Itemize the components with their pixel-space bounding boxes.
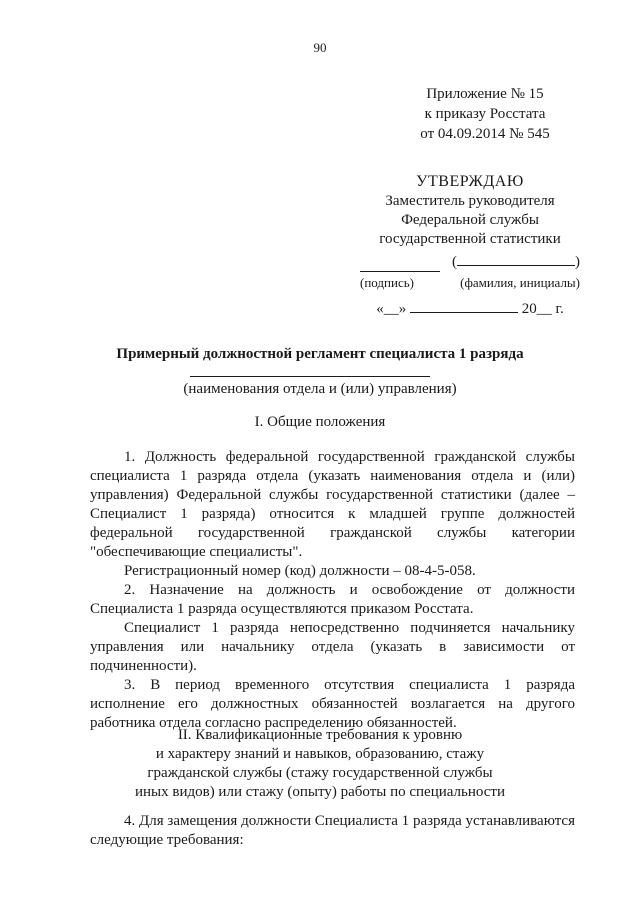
date-day: «__» (376, 301, 407, 317)
section-2-body (90, 812, 575, 850)
page-number: 90 (313, 40, 327, 55)
approval-line-2: Федеральной службы (401, 212, 539, 228)
annex-line-2: к приказу Росстата (424, 106, 546, 122)
name-line (457, 251, 575, 266)
section-2-line-3: гражданской службы (стажу государственной службы (147, 765, 493, 781)
paragraph-4: Специалист 1 разряда непосредственно подчиняется начальнику управления или начальнику отдела (указать в зависимости от подчиненности). (90, 620, 575, 674)
section-2-title (0, 726, 640, 802)
name-field: ( ) (452, 251, 580, 272)
department-blank-line (190, 372, 430, 377)
section-2-line-1: II. Квалификационные требования к уровню (177, 727, 463, 743)
name-label: (фамилия, инициалы) (460, 275, 580, 290)
paragraph-2: Регистрационный номер (код) должности – 08-4-5-058. (124, 563, 476, 579)
approval-block (360, 172, 580, 319)
signature-line (360, 257, 440, 272)
approval-line-3: государственной статистики (379, 231, 561, 247)
approval-heading: УТВЕРЖДАЮ (416, 173, 524, 190)
paragraph-3: 2. Назначение на должность и освобождение от должности Специалиста 1 разряда осуществляются приказом Росстата. (90, 582, 575, 617)
paragraph-6: 4. Для замещения должности Специалиста 1 разряда устанавливаются следующие требования: (90, 813, 575, 848)
document-title: Примерный должностной регламент специалиста 1 разряда (116, 346, 524, 362)
annex-block (400, 84, 570, 144)
signature-labels (360, 273, 580, 292)
signature-row (360, 251, 580, 272)
section-1-title: I. Общие положения (254, 414, 386, 430)
department-label: (наименования отдела и (или) управления) (183, 381, 457, 397)
section-2-line-2: и характеру знаний и навыков, образованию, стажу (155, 746, 485, 762)
signature-label: (подпись) (360, 275, 414, 290)
date-row (360, 298, 580, 319)
paragraph-1: 1. Должность федеральной государственной гражданской службы специалиста 1 разряда отдела (указать наименования отдела и (или) управления) Федеральной службы государственной статистики (далее – Специалист 1 разряда) относится к младшей группе должностей федеральной государственной гражданской службы категории "обеспечивающие специалисты". (90, 449, 575, 560)
date-year: 20__ г. (521, 301, 564, 317)
approval-line-1: Заместитель руководителя (385, 193, 555, 209)
paragraph-5: 3. В период временного отсутствия специалиста 1 разряда исполнение его должностных обязанностей возлагается на другого работника отдела согласно распределению обязанностей. (90, 677, 575, 731)
section-2-line-4: иных видов) или стажу (опыту) работы по специальности (134, 784, 506, 800)
section-1-body (90, 448, 575, 733)
annex-line-3: от 04.09.2014 № 545 (420, 126, 550, 142)
annex-line-1: Приложение № 15 (426, 86, 544, 102)
date-month-line (410, 298, 518, 313)
